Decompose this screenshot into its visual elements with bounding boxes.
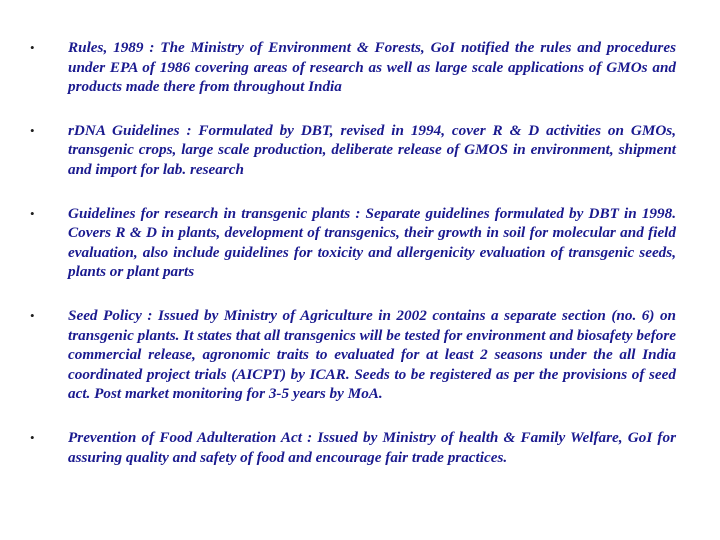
bullet-text: Rules, 1989 : The Ministry of Environment & Forests, GoI notified the rules and procedures under EPA of 1986 covering areas of research as well as large scale applications of GMOs and products made there from throughout India (68, 39, 676, 96)
bullet-item-seed-policy (26, 306, 676, 404)
bullet-list (26, 38, 676, 491)
bullet-marker: • (30, 429, 35, 445)
bullet-marker: • (30, 205, 35, 221)
bullet-marker: • (30, 122, 35, 138)
bullet-text: Prevention of Food Adulteration Act : Issued by Ministry of health & Family Welfare, GoI for assuring quality and safety of food and encourage fair trade practices. (68, 428, 676, 466)
bullet-item-food-adulteration-act (26, 428, 676, 467)
bullet-text: Guidelines for research in transgenic plants : Separate guidelines formulated by DBT in 1998. Covers R & D in plants, development of transgenics, their growth in soil for molecular and field evaluation, also include guidelines for toxicity and allergenicity evaluation of transgenic seeds, plants or plant parts (68, 204, 676, 281)
bullet-item-transgenic-plant-guidelines (26, 204, 676, 282)
bullet-item-rules-1989 (26, 38, 676, 97)
bullet-text: Seed Policy : Issued by Ministry of Agriculture in 2002 contains a separate section (no. 6) on transgenic plants. It states that all transgenics will be tested for environment and biosafety before commercial release, agronomic traits to evaluated for at least 2 seasons under the all India coordinated project trials (AICPT) by ICAR. Seeds to be registered as per the provisions of seed act. Post market monitoring for 3-5 years by MoA. (68, 306, 676, 403)
bullet-marker: • (30, 307, 35, 323)
bullet-text: rDNA Guidelines : Formulated by DBT, revised in 1994, cover R & D activities on GMOs, transgenic crops, large scale production, deliberate release of GMOS in environment, shipment and import for lab. research (68, 121, 676, 178)
bullet-marker: • (30, 40, 35, 55)
bullet-item-rdna-guidelines (26, 121, 676, 180)
